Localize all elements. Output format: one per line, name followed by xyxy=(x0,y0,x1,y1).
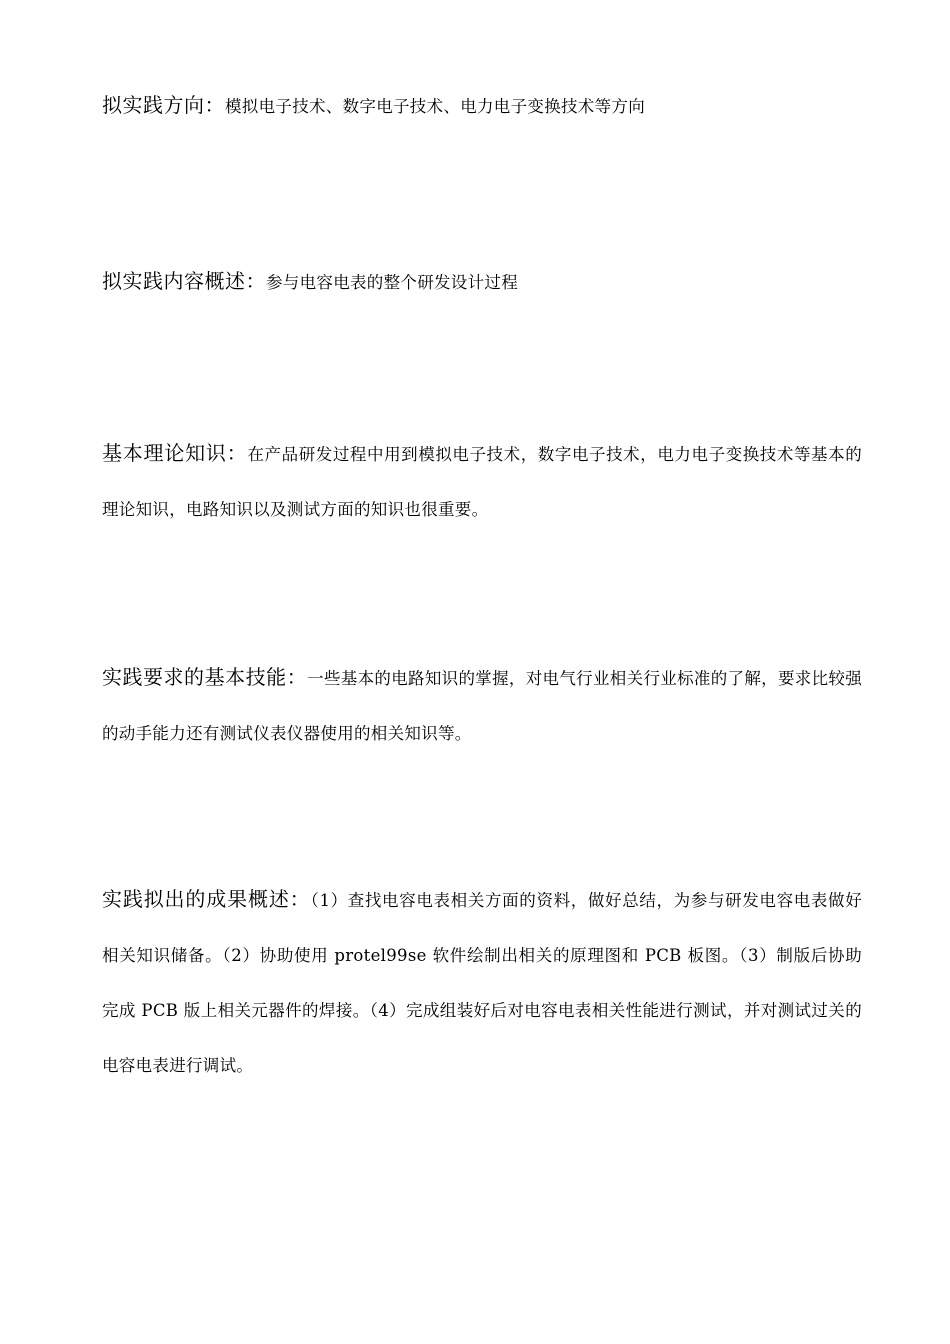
section-practice-direction xyxy=(102,78,862,134)
expected-results-text: （1）查找电容电表相关方面的资料，做好总结，为参与研发电容电表做好相关知识储备。（2）协助使用 protel99se 软件绘制出相关的原理图和 PCB 板图。（3）制版后协助完成 PCB 版上相关元器件的焊接。（4）完成组装好后对电容电表相关性能进行测试，并对测试过关的电容电表进行调试。 xyxy=(102,891,863,1075)
practice-direction-label: 拟实践方向： xyxy=(102,93,225,117)
expected-results-paragraph xyxy=(102,872,862,1093)
expected-results-label: 实践拟出的成果概述： xyxy=(102,887,311,911)
basic-skills-label: 实践要求的基本技能： xyxy=(102,665,308,689)
basic-theory-text: 在产品研发过程中用到模拟电子技术，数字电子技术，电力电子变换技术等基本的理论知识，电路知识以及测试方面的知识也很重要。 xyxy=(102,445,862,519)
section-basic-theory xyxy=(102,426,862,537)
basic-theory-paragraph xyxy=(102,426,862,537)
basic-skills-paragraph xyxy=(102,650,862,761)
basic-theory-label: 基本理论知识： xyxy=(102,441,248,465)
practice-direction-paragraph xyxy=(102,78,862,134)
practice-content-label: 拟实践内容概述： xyxy=(102,269,266,293)
section-practice-content xyxy=(102,254,862,310)
basic-skills-text: 一些基本的电路知识的掌握，对电气行业相关行业标准的了解，要求比较强的动手能力还有测试仪表仪器使用的相关知识等。 xyxy=(102,669,863,743)
practice-content-text: 参与电容电表的整个研发设计过程 xyxy=(266,273,518,292)
section-expected-results xyxy=(102,872,862,1093)
practice-direction-text: 模拟电子技术、数字电子技术、电力电子变换技术等方向 xyxy=(225,97,645,116)
section-basic-skills xyxy=(102,650,862,761)
practice-content-paragraph xyxy=(102,254,862,310)
